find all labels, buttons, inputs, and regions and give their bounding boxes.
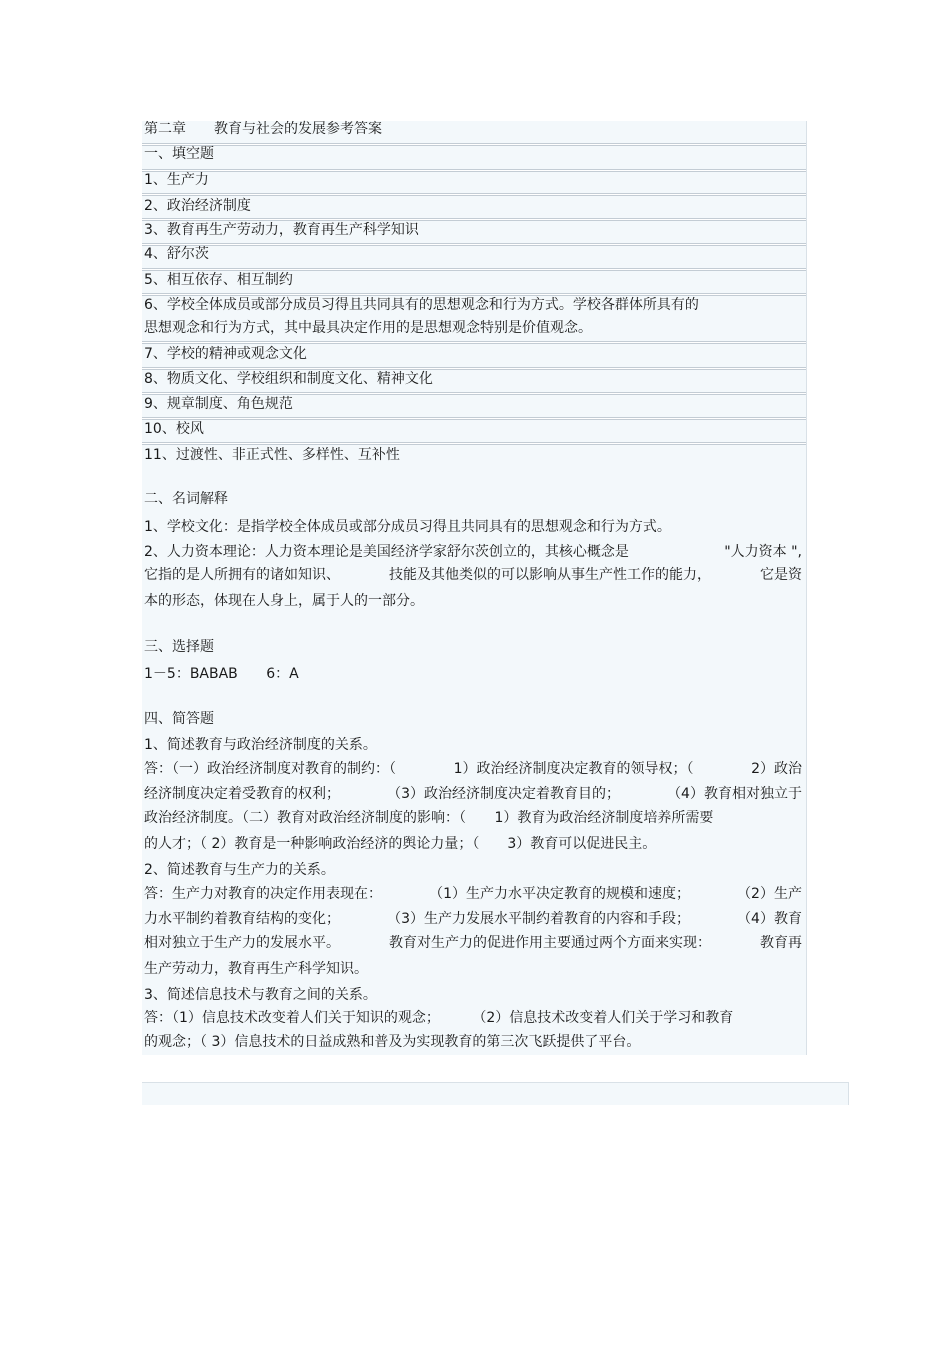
text-span: 2）政治 [751, 761, 802, 777]
answer-3-line [144, 1008, 733, 1028]
terms-heading: 二、名词解释 [144, 491, 228, 507]
text-span: 答：生产力对教育的决定作用表现在： [144, 886, 382, 902]
row-divider [142, 143, 806, 146]
fill-blank-item: 1、生产力 [144, 172, 209, 188]
choice-answer-1-5: 1－5：BABAB [144, 666, 238, 682]
short-question-2: 2、简述教育与生产力的关系。 [144, 862, 335, 878]
row-divider [142, 243, 806, 246]
text-span: 技能及其他类似的可以影响从事生产性工作的能力， [389, 567, 711, 583]
short-question-3: 3、简述信息技术与教育之间的关系。 [144, 987, 377, 1003]
text-span: 它是资 [760, 567, 802, 583]
choice-heading: 三、选择题 [144, 639, 214, 655]
fill-blank-item: 3、教育再生产劳动力，教育再生产科学知识 [144, 222, 419, 238]
answer-1-line [144, 784, 802, 804]
answer-2-line [144, 933, 802, 953]
row-divider [142, 169, 806, 172]
term-human-capital-line: 本的形态，体现在人身上，属于人的一部分。 [144, 593, 424, 609]
text-span: 教育对生产力的促进作用主要通过两个方面来实现： [389, 935, 711, 951]
text-span: 1）教育为政治经济制度培养所需要 [494, 810, 714, 826]
text-span: "人力资本 ", [724, 544, 802, 560]
text-span: 1）政治经济制度决定教育的领导权；（ [453, 761, 694, 777]
answer-1-line [144, 759, 802, 779]
choice-answers [144, 664, 299, 684]
term-human-capital-line [144, 565, 802, 585]
answer-1-line: 的人才；（ 2）教育是一种影响政治经济的舆论力量；（ 3）教育可以促进民主。 [144, 836, 657, 852]
fill-blank-item: 11、过渡性、非正式性、多样性、互补性 [144, 447, 400, 463]
text-span: （3）政治经济制度决定着教育目的； [387, 786, 620, 802]
text-span: （1）生产力水平决定教育的规模和速度； [429, 886, 690, 902]
text-span: （3）生产力发展水平制约着教育的内容和手段； [387, 911, 690, 927]
text-span: （2）生产 [737, 886, 802, 902]
fill-blank-item: 9、规章制度、角色规范 [144, 396, 293, 412]
choice-answer-6: 6：A [266, 666, 299, 682]
short-heading: 四、简答题 [144, 711, 214, 727]
document-title: 第二章 教育与社会的发展参考答案 [144, 121, 382, 137]
fill-blank-item: 10、校风 [144, 421, 204, 437]
text-span: 教育再 [760, 935, 802, 951]
answer-1-line [144, 808, 713, 828]
short-question-1: 1、简述教育与政治经济制度的关系。 [144, 737, 377, 753]
term-human-capital-line [144, 542, 802, 562]
text-span: （4）教育 [737, 911, 802, 927]
text-span: 经济制度决定着受教育的权利； [144, 786, 340, 802]
fill-blank-item: 6、学校全体成员或部分成员习得且共同具有的思想观念和行为方式。学校各群体所具有的 [144, 297, 699, 313]
term-school-culture: 1、学校文化：是指学校全体成员或部分成员习得且共同具有的思想观念和行为方式。 [144, 519, 671, 535]
fill-blank-item: 2、政治经济制度 [144, 198, 251, 214]
row-divider [142, 417, 806, 420]
answer-2-line [144, 909, 802, 929]
answer-3-line: 的观念；（ 3）信息技术的日益成熟和普及为实现教育的第三次飞跃提供了平台。 [144, 1034, 641, 1050]
text-span: 力水平制约着教育结构的变化； [144, 911, 340, 927]
text-span: （2）信息技术改变着人们关于学习和教育 [472, 1010, 734, 1026]
text-span: 答：（1）信息技术改变着人们关于知识的观念； [144, 1010, 440, 1026]
fill-blank-item: 8、物质文化、学校组织和制度文化、精神文化 [144, 371, 433, 387]
text-span: 它指的是人所拥有的诸如知识、 [144, 567, 340, 583]
answer-2-line: 生产劳动力，教育再生产科学知识。 [144, 961, 368, 977]
text-span: （4）教育相对独立于 [667, 786, 802, 802]
answer-2-line [144, 884, 802, 904]
fill-blank-item: 思想观念和行为方式，其中最具决定作用的是思想观念特别是价值观念。 [144, 320, 592, 336]
fill-blank-item: 7、学校的精神或观念文化 [144, 346, 307, 362]
text-span: 2、人力资本理论：人力资本理论是美国经济学家舒尔茨创立的，其核心概念是 [144, 544, 629, 560]
text-span: 答：（一）政治经济制度对教育的制约：（ [144, 761, 396, 777]
text-span: 相对独立于生产力的发展水平。 [144, 935, 340, 951]
empty-footer-box [142, 1082, 849, 1105]
answer-document [142, 121, 807, 1055]
text-span: 政治经济制度。（二）教育对政治经济制度的影响：（ [144, 810, 466, 826]
fill-blank-heading: 一、填空题 [144, 146, 214, 162]
fill-blank-item: 4、舒尔茨 [144, 246, 209, 262]
fill-blank-item: 5、相互依存、相互制约 [144, 272, 293, 288]
